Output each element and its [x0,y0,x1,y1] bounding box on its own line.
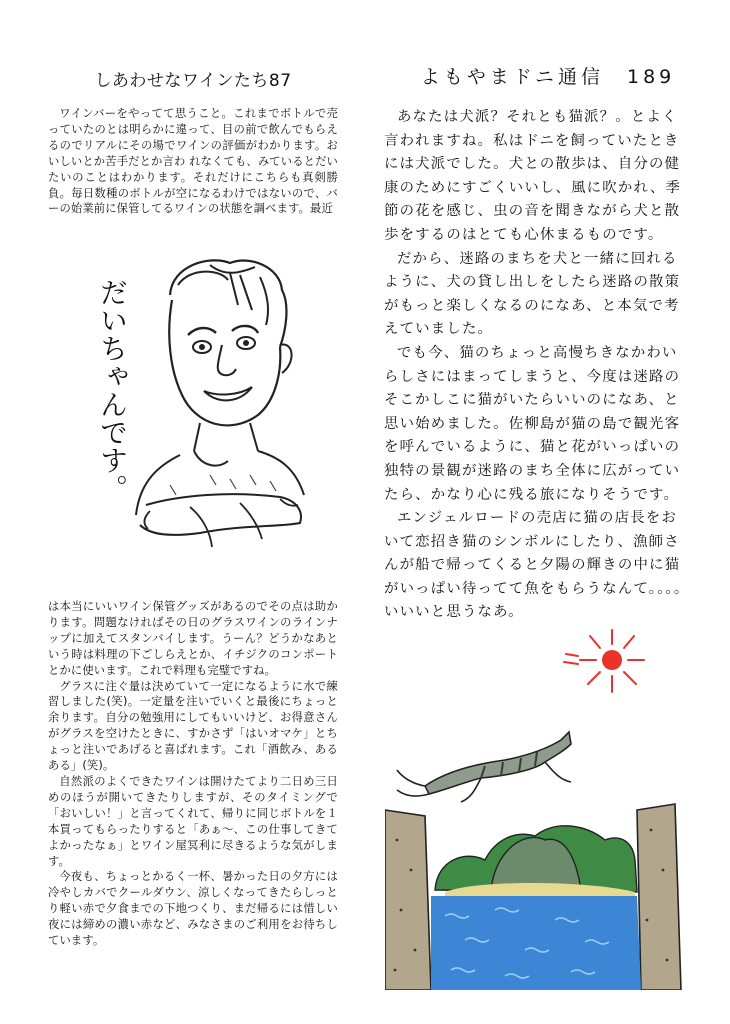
right-paragraph-2: だから、迷路のまちを犬と一緒に回れるように、犬の貸し出しをしたら迷路の散策がもっと楽しくなるのになあ、と本気で考えていました。 [384,250,681,338]
left-intro [48,106,338,217]
right-body [384,106,690,625]
left-paragraph-2: グラスに注ぐ量は決めていて一定になるように水で練習しました(笑)。一定量を注いでいくと最後にちょっと余ります。自分の勉強用にしてもいいけど、お得意さんがグラスを空けたときに、すかさず「はいオマケ」とちょっと注いであげると喜ばれます。これ「酒飲み、あるある」(笑)。 [48,679,338,773]
cat-landscape-illustration [385,720,685,990]
sun-illustration [560,620,670,710]
right-column-title: よもやまドニ通信 189 [420,66,676,88]
right-paragraph-3: でも今、猫のちょっと高慢ちきなかわいらしさにはまってしまうと、今度は迷路のそこかしこに猫がいたらいいのになあ、と思い始めました。佐柳島が猫の島で観光客を呼んでいるように、猫と花がいっぱいの独特の景観が迷路のまち全体に広がっていたら、かなり心に残る旅になりそうです。 [384,344,681,503]
intro-paragraph: ワインバーをやってて思うこと。これまでボトルで売っていたのとは明らかに違って、目の前で飲んでもらえるのでリアルにその場でワインの評価がわかります。おいしいとか苦手だとか言わ れなくても、みているとだいたいのことはわかります。それだけにこちらも真剣勝負。毎日数種のボトルが空になるわけではないので、バーの始業前に保管してるワインの状態を調べます。最近 [48,107,338,216]
left-paragraph-3: 自然派のよくできたワインは開けたてより二日め三日めのほうが開いてきたりしますが、そのタイミングで「おいしい！」と言ってくれて、帰りに同じボトルを１本買ってもらったりすると「あぁ〜、この仕事してきてよかったなぁ」とワイン屋冥利に尽きるような気がします。 [48,774,338,868]
left-paragraph-4: 今夜も、ちょっとかるく一杯、暑かった日の夕方には冷やしカバでクールダウン、涼しくなってきたらしっとり軽い赤で夕食までの下地つくり、まだ帰るには惜しい夜には締めの濃い赤など、みなさまのご利用をお待ちしています。 [48,870,338,948]
right-paragraph-1: あなたは犬派？それとも猫派？。とよく言われますね。私はドニを飼っていたときには犬派でした。犬との散歩は、自分の健康のためにすごくいいし、風に吹かれ、季節の花を感じ、虫の音を聞きながら犬と散歩をするのはとても心休まるものです。 [384,109,682,243]
left-column-title: しあわせなワインたち87 [94,71,292,91]
left-body [48,599,338,949]
left-paragraph-1: は本当にいいワイン保管グッズがあるのでその点は助かります。問題なければその日のグラスワインのラインナップに加えてスタンバイします。うーん？どうかなあという時は料理の下ごしらえとか、イチジクのコンポートとかに使います。これで料理も完璧ですね。 [48,600,338,677]
cat-icon [397,732,571,802]
portrait-caption: だいちゃんです。 [96,278,129,502]
right-paragraph-4: エンジェルロードの売店に猫の店長をおいて恋招き猫のシンボルにしたり、漁師さんが船で帰ってくると夕陽の輝きの中に猫がいっぱい待ってて魚をもらうなんて。。。。いいいと思うなあ。 [384,510,690,621]
